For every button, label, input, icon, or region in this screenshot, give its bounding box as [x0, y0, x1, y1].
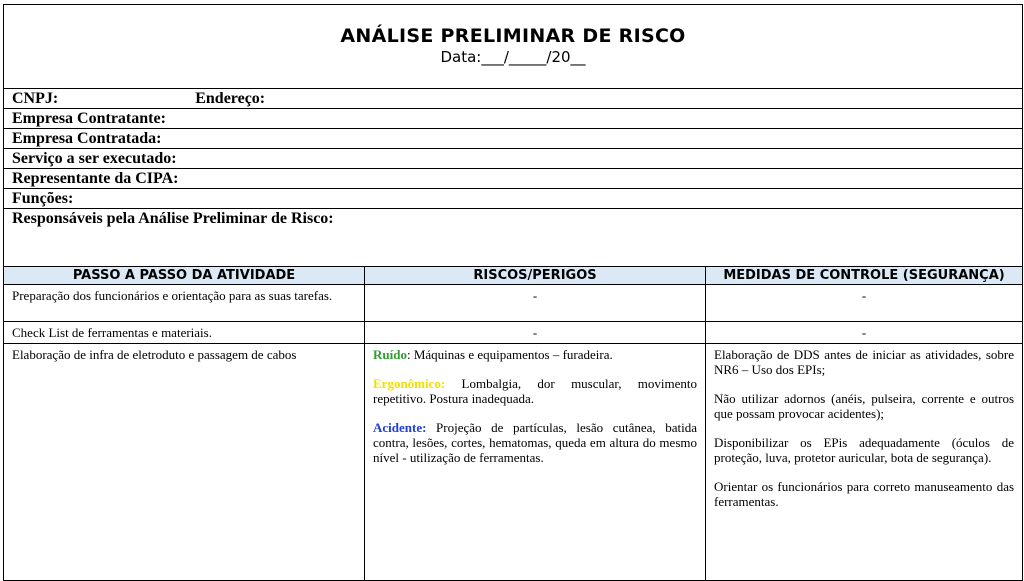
step-cell: Preparação dos funcionários e orientação para as suas tarefas.: [4, 285, 365, 322]
table-row: [4, 322, 1023, 344]
contractor-label: Empresa Contratante:: [12, 110, 166, 127]
risk-text-noise: : Máquinas e equipamentos – furadeira.: [406, 347, 613, 362]
control-list-cell: [706, 344, 1023, 581]
header-controls: MEDIDAS DE CONTROLE (SEGURANÇA): [706, 267, 1023, 285]
table-row: [4, 344, 1023, 581]
risk-cell: -: [365, 285, 706, 322]
risk-cell: -: [365, 322, 706, 344]
date-line: Data:___/_____/20__: [440, 48, 586, 66]
risk-label-noise: Ruído: [373, 347, 407, 362]
service-label: Serviço a ser executado:: [12, 150, 177, 167]
step-cell: Check List de ferramentas e materiais.: [4, 322, 365, 344]
document-page: [3, 4, 1022, 549]
header-step: PASSO A PASSO DA ATIVIDADE: [4, 267, 365, 285]
table-row: [4, 285, 1023, 322]
control-item: Elaboração de DDS antes de iniciar as atividades, sobre NR6 – Uso dos EPIs;: [714, 347, 1015, 377]
risk-list-cell: [365, 344, 706, 581]
risk-item-accident: [373, 420, 697, 465]
apr-form-table: [3, 4, 1023, 581]
responsible-label: Responsáveis pela Análise Preliminar de Risco:: [12, 210, 334, 227]
title-block: [4, 5, 1023, 89]
functions-row: [4, 189, 1023, 209]
service-row: [4, 149, 1023, 169]
control-item: Não utilizar adornos (anéis, pulseira, corrente e outros que possam provocar acidentes);: [714, 391, 1015, 421]
risk-item-noise: [373, 347, 697, 362]
risk-text-accident: Projeção de partículas, lesão cutânea, batida contra, lesões, cortes, hematomas, queda em altura do mesmo nível - utilização de ferramentas.: [373, 420, 697, 465]
address-label: Endereço:: [195, 90, 266, 107]
control-item: Orientar os funcionários para correto manuseamento das ferramentas.: [714, 479, 1015, 509]
functions-label: Funções:: [12, 190, 74, 207]
cipa-row: [4, 169, 1023, 189]
risk-label-accident: Acidente:: [373, 420, 427, 435]
risk-item-ergonomic: [373, 376, 697, 406]
contracted-row: [4, 129, 1023, 149]
step-cell: Elaboração de infra de eletroduto e passagem de cabos: [4, 344, 365, 581]
cnpj-label: CNPJ:: [12, 90, 59, 107]
cipa-label: Representante da CIPA:: [12, 170, 179, 187]
control-cell: -: [706, 285, 1023, 322]
risk-text-ergonomic: Lombalgia, dor muscular, movimento repetitivo. Postura inadequada.: [373, 376, 697, 406]
control-cell: -: [706, 322, 1023, 344]
risk-label-ergonomic: Ergonômico:: [373, 376, 446, 391]
document-title: ANÁLISE PRELIMINAR DE RISCO: [340, 25, 686, 47]
contractor-row: [4, 109, 1023, 129]
responsible-row: [4, 209, 1023, 267]
header-risks: RISCOS/PERIGOS: [365, 267, 706, 285]
table-header-row: [4, 267, 1023, 285]
control-item: Disponibilizar os EPis adequadamente (óculos de proteção, luva, protetor auricular, bota de segurança).: [714, 435, 1015, 465]
contracted-label: Empresa Contratada:: [12, 130, 162, 147]
cnpj-address-row: [4, 89, 1023, 109]
